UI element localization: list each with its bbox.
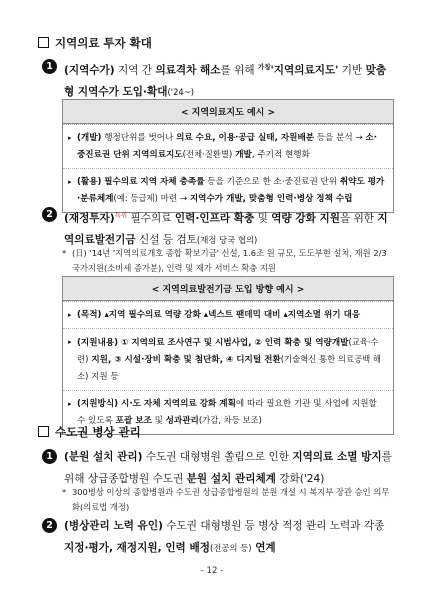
square-bullet-icon <box>38 37 49 48</box>
item-fiscal-investment <box>42 204 394 252</box>
regional-map-example-box <box>62 99 394 213</box>
box-row-support-content: ▸ (지원내용) ① 지역의료 조사연구 및 시범사업, ② 인력 확충 및 역량개발(교육·수련) 지원, ③ 시설·장비 확충 및 첨단화, ④ 디지털 전환(기술혁신 통한 의료공백 해소) 지원 등 <box>63 328 393 390</box>
section-title-text: 지역의료 투자 확대 <box>55 36 152 51</box>
triangle-bullet-icon: ▸ <box>68 134 72 143</box>
item-text: (지역수가) 지역 간 의료격차 해소를 위해 $^{가칭}$'지역의료지도' 기반 맞춤형 지역수가 도입·확대('24~) <box>64 62 387 99</box>
box-header: < 지역의료발전기금 도입 방향 예시 > <box>63 277 393 301</box>
item-bed-management-incentive <box>42 515 394 559</box>
section-title-text: 수도권 병상 관리 <box>55 424 141 439</box>
circled-number-icon: 2 <box>42 518 57 533</box>
footnote-japan-fund: * (日) '14년 '지역의료개호 종합 확보기금' 신설, 1.6조 원 규모, 도도부현 설치, 재원 2/3 국가지원(소비세 증가분), 인력 및 재가 서비스 확충 지원 <box>62 248 387 274</box>
circled-number-icon: 1 <box>42 59 57 74</box>
item-text: (분원 설치 관리) 수도권 대형병원 쏠림으로 인한 지역의료 소멸 방지를 위해 상급종합병원 수도권 분원 설치 관리체계 강화('24) <box>64 450 392 485</box>
triangle-bullet-icon: ▸ <box>68 311 72 320</box>
circled-number-icon: 2 <box>42 207 57 222</box>
footnote-branch-approval: * 300병상 이상의 종합병원과 수도권 상급종합병원의 분원 개설 시 복지부 장관 승인 의무화(의료법 개정) <box>62 486 390 512</box>
item-branch-management <box>42 446 394 490</box>
item-regional-fee <box>42 56 394 104</box>
item-text: (병상관리 노력 유인) 수도권 대형병원 등 병상 적정 관리 노력과 각종 지정·평가, 재정지원, 인력 배정(전공의 등) 연계 <box>64 519 385 554</box>
box-row-purpose: ▸ (목적) ▴지역 필수의료 역량 강화 ▴넥스트 팬데믹 대비 ▴지역소멸 위기 대응 <box>63 301 393 328</box>
box-row-usage: ▸ (활용) 필수의료 지역 자체 충족률 등을 기준으로 한 소·중진료권 단위 취약도 평가·분류체계(예: 등급제) 마련 → 지역수가 개발, 맞춤형 인력·병상 정책 수립 <box>63 168 393 212</box>
triangle-bullet-icon: ▸ <box>68 178 72 187</box>
square-bullet-icon <box>38 426 49 437</box>
development-fund-direction-box <box>62 276 394 435</box>
box-row-support-method: ▸ (지원방식) 시·도 자체 지역의료 강화 계획에 따라 필요한 기관 및 사업에 지원할 수 있도록 포괄 보조 및 성과관리(가감, 차등 보조) <box>63 390 393 434</box>
item-text: (재정투자)$^{특위}$ 필수의료 인력·인프라 확충 및 역량 강화 지원을 위한 지역의료발전기금 신설 등 검토(재정 당국 협의) <box>64 210 388 247</box>
box-header: < 지역의료지도 예시 > <box>63 100 393 124</box>
box-row-development: ▸ (개발) 행정단위를 벗어나 의료 수요, 이용·공급 실태, 자원배분 등을 분석 → 소·중진료권 단위 지역의료지도(전체·질환별) 개발, 주기적 현행화 <box>63 124 393 168</box>
page-number: - 12 - <box>200 566 224 576</box>
section-title-regional-investment <box>38 35 152 51</box>
triangle-bullet-icon: ▸ <box>68 400 72 409</box>
section-title-capital-beds <box>38 424 141 440</box>
circled-number-icon: 1 <box>42 449 57 464</box>
triangle-bullet-icon: ▸ <box>68 338 72 347</box>
